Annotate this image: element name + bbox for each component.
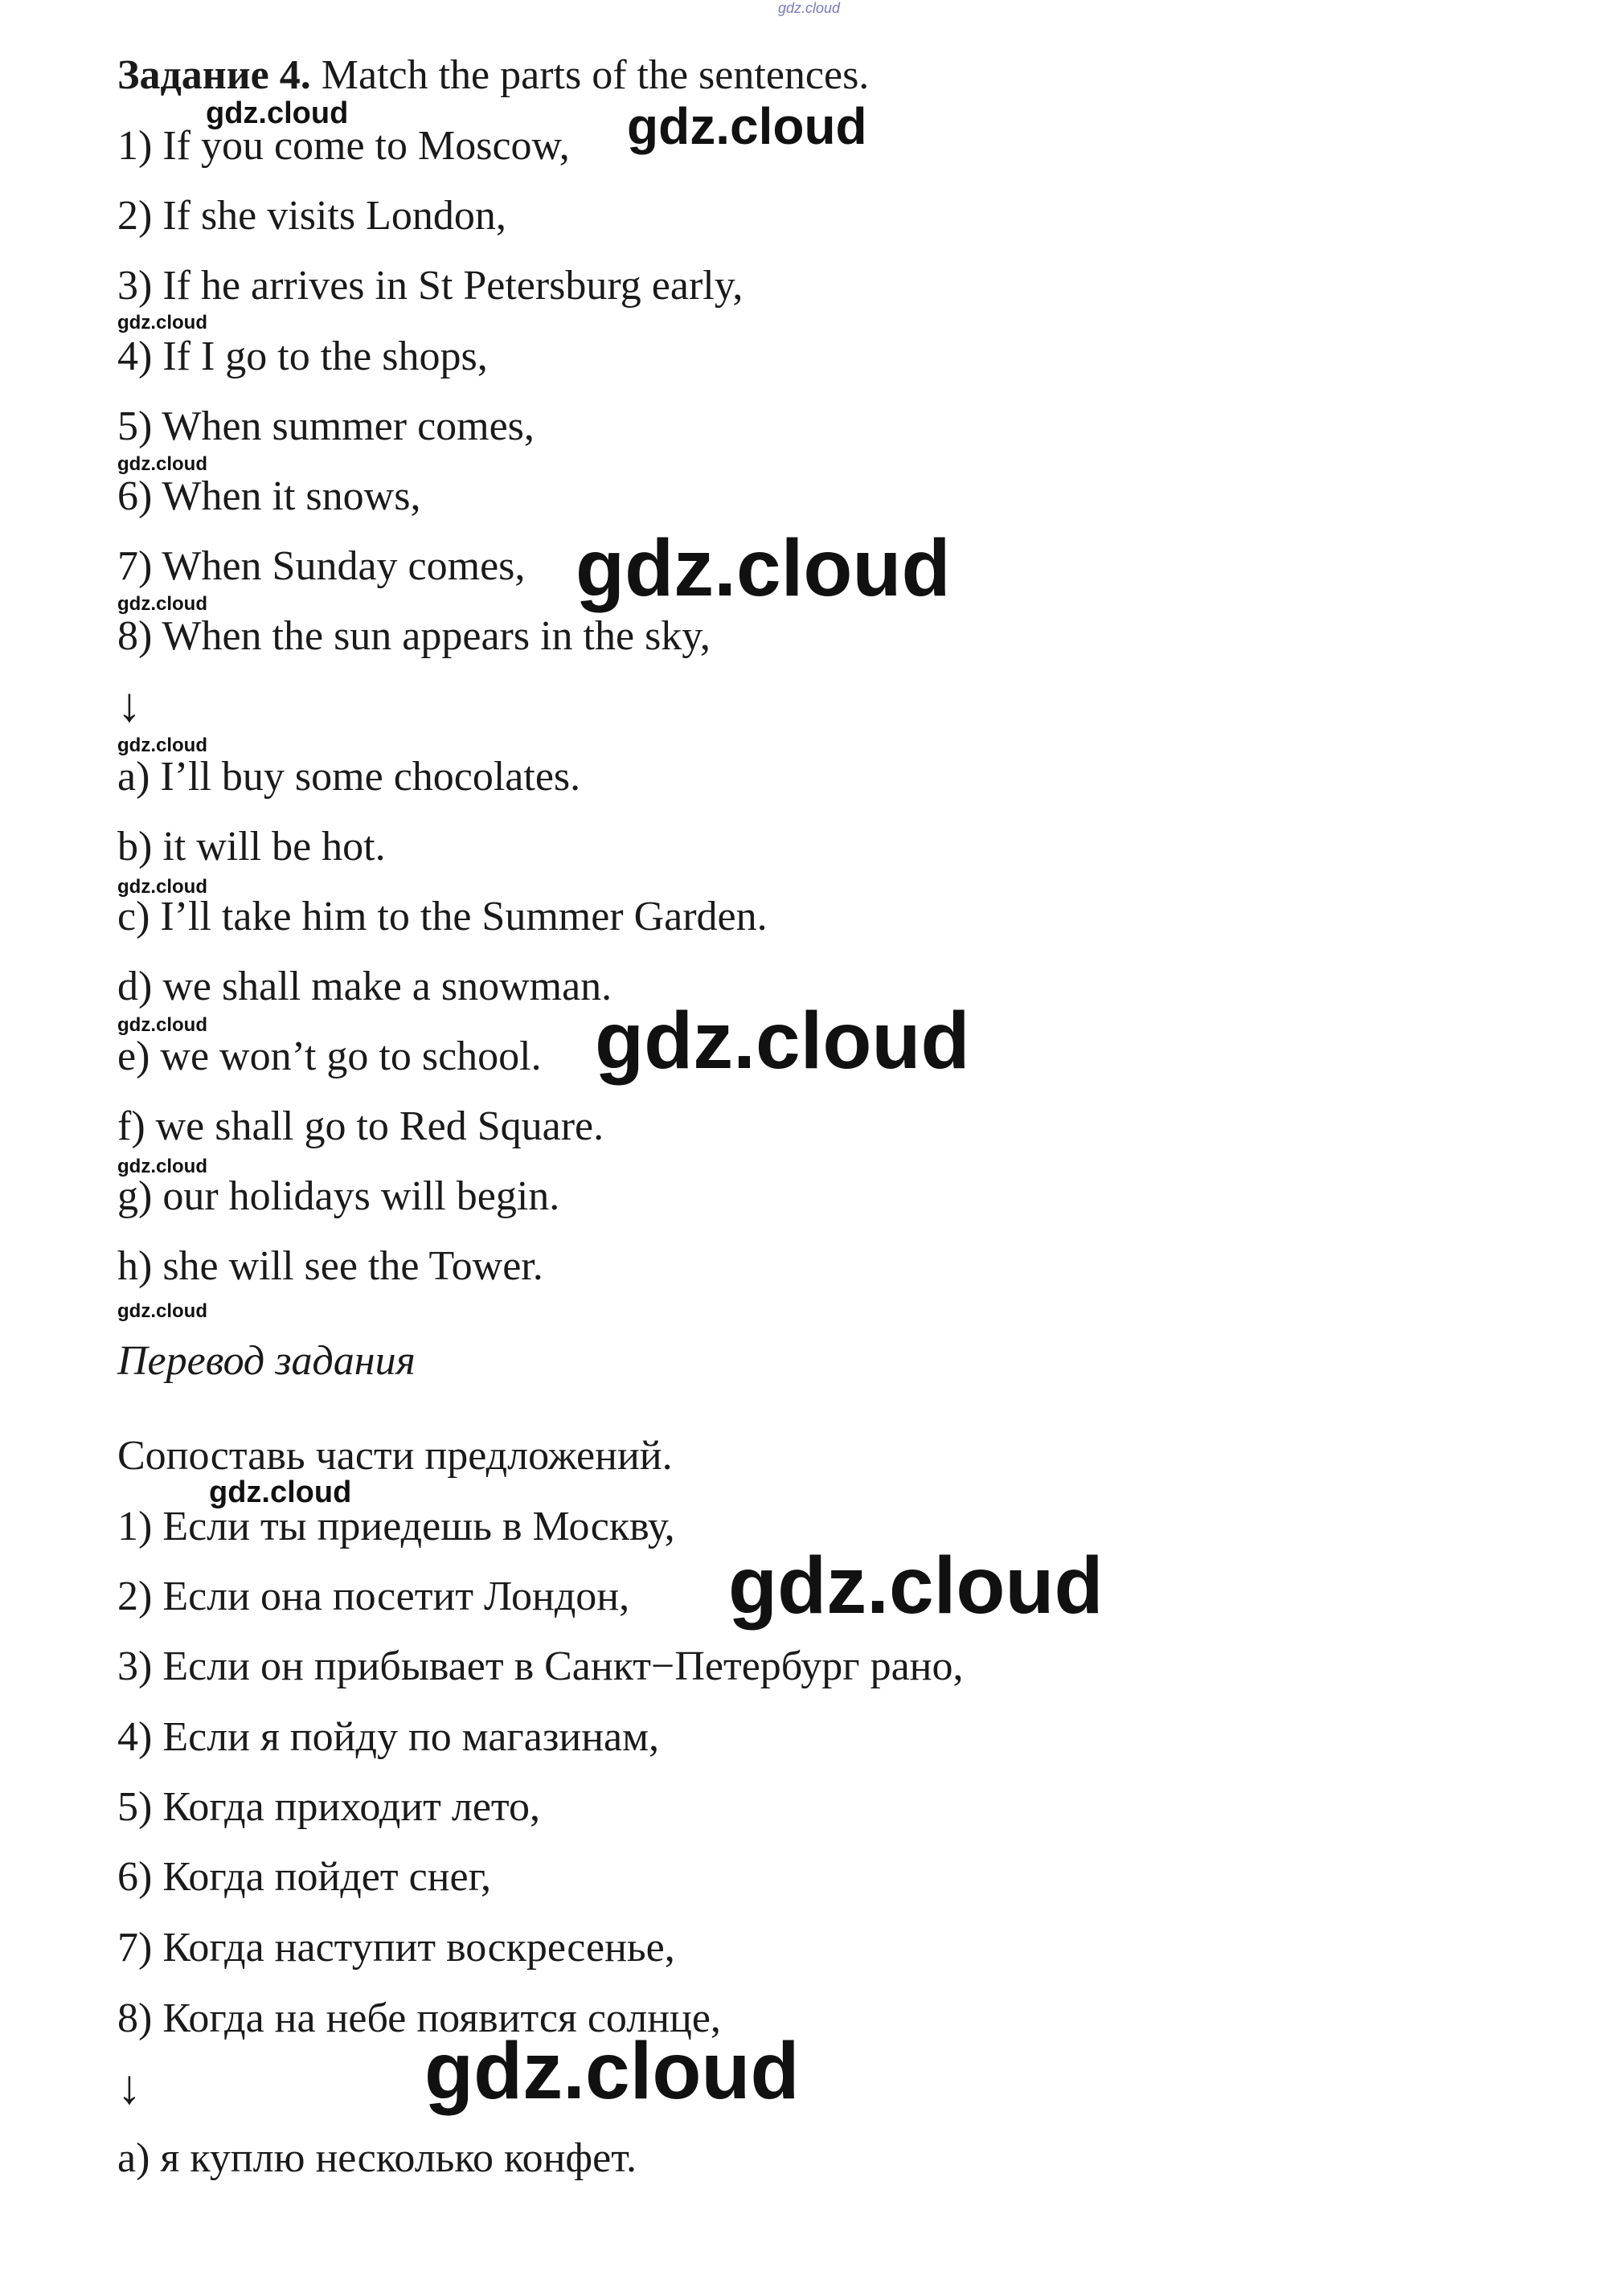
english-beginning-8: 8) When the sun appears in the sky, (117, 613, 711, 659)
english-ending-b: b) it will be hot. (117, 824, 386, 870)
task-number: Задание 4. (117, 52, 311, 98)
watermark-top: gdz.cloud (778, 0, 841, 16)
watermark-tiny-8: gdz.cloud (117, 1300, 207, 1322)
russian-beginning-3: 3) Если он прибывает в Санкт−Петербург рано, (117, 1643, 964, 1689)
watermark-tiny-2: gdz.cloud (117, 453, 207, 475)
task-title (117, 50, 869, 101)
watermark-large-2: gdz.cloud (595, 996, 970, 1086)
russian-beginning-6: 6) Когда пойдет снег, (117, 1854, 492, 1900)
watermark-tiny-1: gdz.cloud (117, 312, 207, 334)
watermark-medium-1: gdz.cloud (627, 97, 867, 155)
english-ending-e: e) we won’t go to school. (117, 1033, 542, 1079)
english-beginning-3: 3) If he arrives in St Petersburg early, (117, 263, 744, 309)
english-beginning-6: 6) When it snows, (117, 473, 421, 519)
russian-beginning-5: 5) Когда приходит лето, (117, 1784, 540, 1830)
down-arrow-icon: ↓ (117, 678, 141, 731)
english-ending-h: h) she will see the Tower. (117, 1243, 543, 1289)
russian-beginning-7: 7) Когда наступит воскресенье, (117, 1925, 675, 1971)
watermark-tiny-6: gdz.cloud (117, 1014, 207, 1036)
task-instruction: Match the parts of the sentences. (310, 52, 870, 98)
watermark-small-1: gdz.cloud (206, 96, 349, 130)
russian-beginning-4: 4) Если я пойду по магазинам, (117, 1714, 660, 1760)
russian-beginning-8: 8) Когда на небе появится солнце, (117, 1995, 721, 2041)
english-beginning-4: 4) If I go to the shops, (117, 334, 488, 379)
english-ending-g: g) our holidays will begin. (117, 1173, 560, 1219)
translation-heading: Перевод задания (117, 1338, 416, 1384)
watermark-tiny-5: gdz.cloud (117, 876, 207, 898)
english-beginning-2: 2) If she visits London, (117, 193, 506, 239)
english-beginning-7: 7) When Sunday comes, (117, 543, 526, 589)
english-ending-f: f) we shall go to Red Square. (117, 1103, 604, 1149)
russian-beginning-1: 1) Если ты приедешь в Москву, (117, 1504, 675, 1549)
watermark-large-1: gdz.cloud (576, 523, 951, 613)
watermark-large-3: gdz.cloud (728, 1541, 1104, 1631)
english-ending-a: a) I’ll buy some chocolates. (117, 754, 581, 800)
english-ending-c: c) I’ll take him to the Summer Garden. (117, 894, 768, 939)
watermark-tiny-3: gdz.cloud (117, 593, 207, 615)
down-arrow-icon-2: ↓ (117, 2061, 141, 2114)
translation-instruction: Сопоставь части предложений. (117, 1433, 673, 1479)
watermark-tiny-7: gdz.cloud (117, 1156, 207, 1177)
watermark-small-2: gdz.cloud (209, 1475, 352, 1509)
watermark-large-4: gdz.cloud (424, 2026, 800, 2116)
watermark-tiny-4: gdz.cloud (117, 735, 207, 756)
english-beginning-5: 5) When summer comes, (117, 403, 535, 449)
english-beginning-1: 1) If you come to Moscow, (117, 123, 570, 169)
english-ending-d: d) we shall make a snowman. (117, 964, 612, 1009)
russian-ending-a: а) я куплю несколько конфет. (117, 2135, 637, 2181)
russian-beginning-2: 2) Если она посетит Лондон, (117, 1574, 630, 1619)
